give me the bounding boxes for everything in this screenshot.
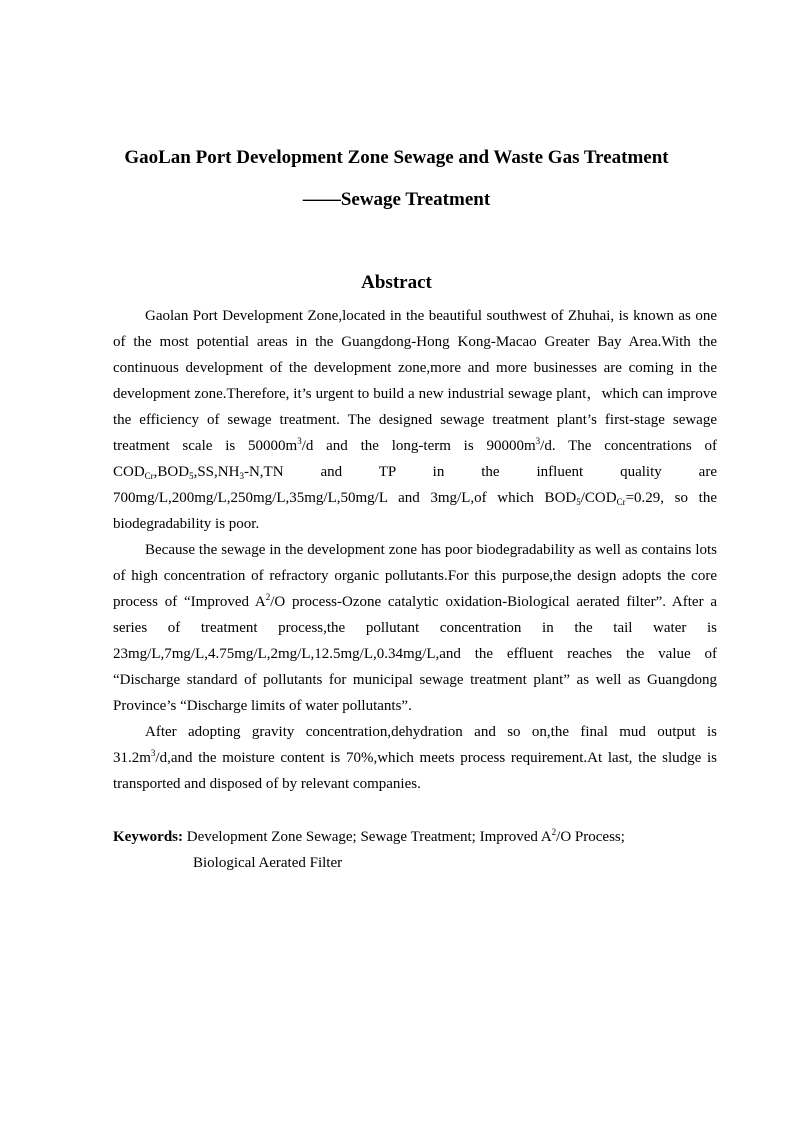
keywords-text: /O Process; bbox=[556, 829, 625, 845]
superscript: 2 bbox=[551, 827, 557, 837]
keywords-line-1 bbox=[113, 824, 717, 850]
document-title: GaoLan Port Development Zone Sewage and Waste Gas Treatment bbox=[124, 147, 669, 168]
abstract-paragraph-3 bbox=[113, 719, 717, 797]
abstract-text: -N,TN and TP in the influent quality are 700mg/L,200mg/L,250mg/L,35mg/L,50mg/L and 3mg/L,of which BOD bbox=[113, 464, 717, 506]
superscript: 3 bbox=[150, 748, 156, 758]
keywords-line-2: Biological Aerated Filter bbox=[193, 855, 343, 871]
abstract-text: ,SS,NH bbox=[193, 464, 240, 480]
subscript: Cr bbox=[616, 497, 626, 507]
abstract-paragraph-2 bbox=[113, 537, 717, 719]
abstract-text: =0.29, so the biodegradability is poor. bbox=[113, 490, 717, 532]
abstract-text: ,BOD bbox=[153, 464, 190, 480]
abstract-text: After adopting gravity concentration,dehydration and so on,the final mud output is 31.2m bbox=[113, 724, 717, 766]
abstract-heading: Abstract bbox=[361, 272, 432, 293]
subscript: 5 bbox=[576, 497, 581, 507]
superscript: 3 bbox=[535, 436, 541, 446]
abstract-paragraph-1 bbox=[113, 303, 717, 537]
abstract-text: /COD bbox=[580, 490, 617, 506]
superscript: 3 bbox=[297, 436, 302, 446]
keywords-text: Development Zone Sewage; Sewage Treatment; Improved A bbox=[183, 829, 552, 845]
subscript: 3 bbox=[239, 471, 244, 481]
abstract-text: /d and the long-term is 90000m bbox=[301, 438, 536, 454]
abstract-body bbox=[113, 303, 717, 797]
superscript: 2 bbox=[265, 592, 271, 602]
abstract-text: /O process-Ozone catalytic oxidation-Biological aerated filter”. After a series of treatment process,the pollutant concentration in the tail water is 23mg/L,7mg/L,4.75mg/L,2mg/L,12.5mg/L,0.34mg/L,and the effluent reaches the value of “Discharge standard of pollutants for municipal sewage treatment plant” as well as Guangdong Province’s “Discharge limits of water pollutants”. bbox=[113, 594, 717, 714]
abstract-text: Because the sewage in the development zone has poor biodegradability as well as contains lots of high concentration of refractory organic pollutants.For this purpose,the design adopts the core process of “Improved A bbox=[113, 542, 717, 610]
abstract-text: Gaolan Port Development Zone,located in the beautiful southwest of Zhuhai, is known as one of the most potential areas in the Guangdong-Hong Kong-Macao Greater Bay Area.With the continuous development of the development zone,more and more businesses are coming in the development zone.Therefore, it’s urgent to build a new industrial sewage plant，which can improve the efficiency of sewage treatment. The designed sewage treatment plant’s first-stage sewage treatment scale is 50000m bbox=[113, 308, 717, 454]
abstract-text: /d. The concentrations of COD bbox=[113, 438, 717, 480]
keywords-label: Keywords: bbox=[113, 829, 183, 845]
document-subtitle: ——Sewage Treatment bbox=[302, 189, 491, 210]
subscript: 5 bbox=[189, 471, 194, 481]
keywords-block bbox=[113, 824, 717, 876]
abstract-text: /d,and the moisture content is 70%,which meets process requirement.At last, the sludge is transported and disposed of by relevant companies. bbox=[113, 750, 717, 792]
subscript: Cr bbox=[144, 471, 154, 481]
